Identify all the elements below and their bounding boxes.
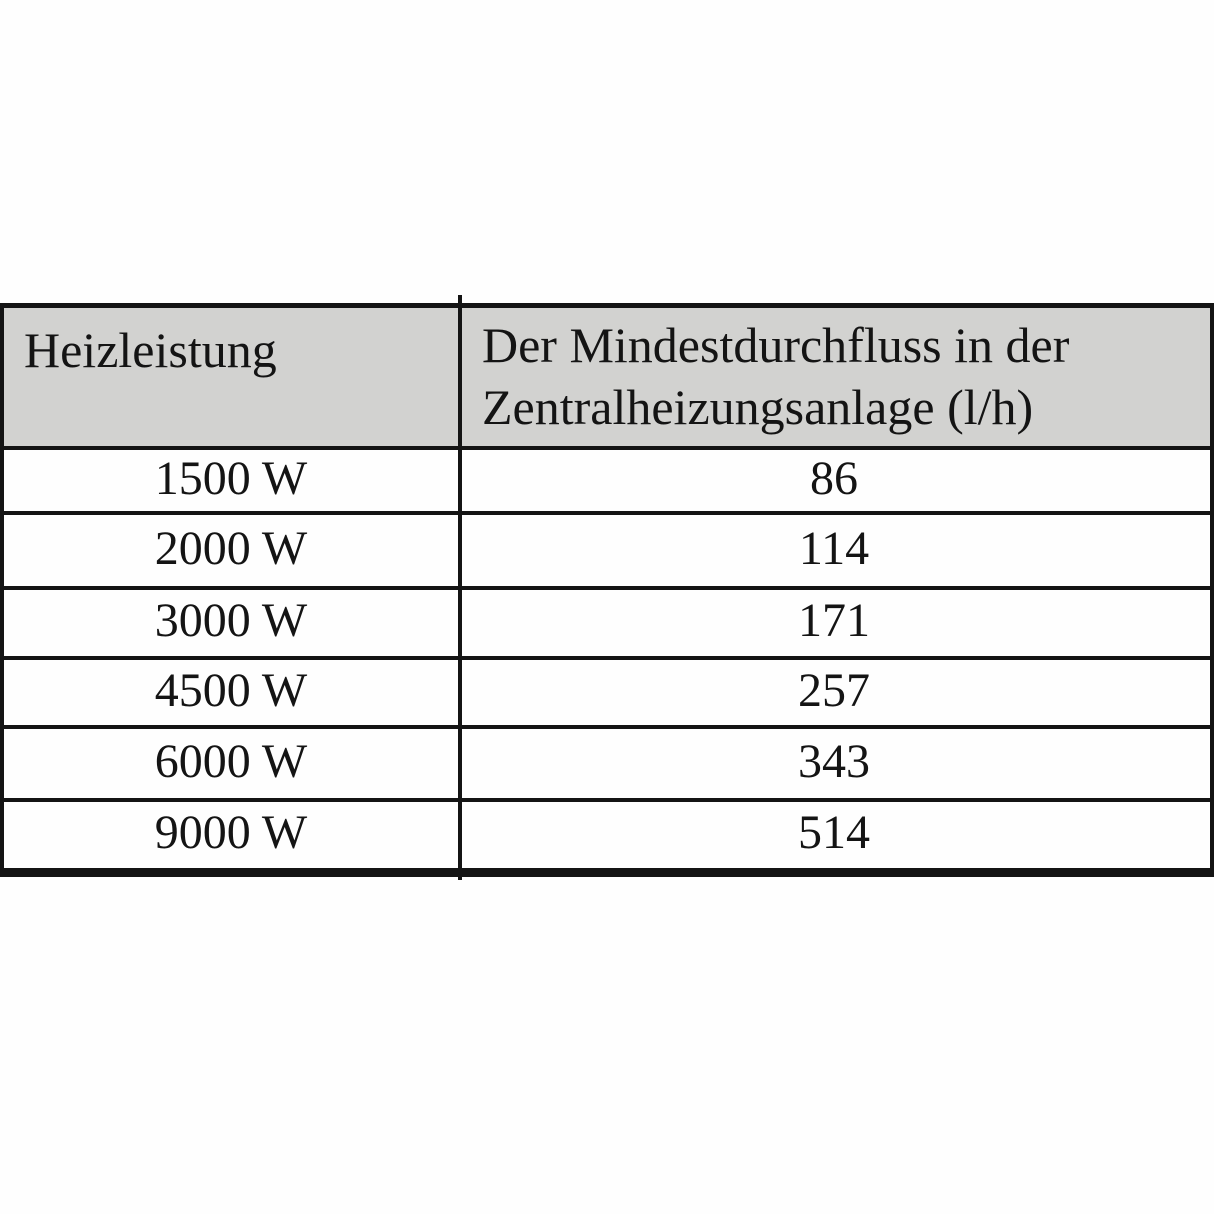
table-header-row: [4, 308, 1210, 450]
flow-cell: 257: [798, 663, 870, 717]
power-cell: 3000 W: [154, 594, 308, 647]
table-row: [4, 450, 1210, 515]
flow-cell: 514: [798, 806, 870, 859]
power-cell: 4500 W: [154, 663, 308, 717]
header-cell-heizleistung: [4, 308, 458, 446]
header-cell-mindestdurchfluss: [458, 308, 1210, 446]
flow-cell: 171: [798, 594, 870, 647]
power-cell: 1500 W: [154, 451, 308, 505]
table-row: [4, 802, 1210, 872]
mindestdurchfluss-label-line2: Zentralheizungsanlage (l/h): [482, 379, 1034, 435]
power-cell: 2000 W: [154, 521, 308, 575]
power-cell: 9000 W: [154, 806, 308, 859]
heizleistung-label: Heizleistung: [24, 322, 277, 378]
flow-cell: 86: [810, 451, 858, 505]
flow-cell: 343: [798, 734, 870, 788]
table-row: [4, 515, 1210, 590]
flow-cell: 114: [798, 521, 870, 575]
heater-flow-table: [0, 303, 1214, 877]
mindestdurchfluss-label-line1: Der Mindestdurchfluss in der: [482, 317, 1070, 373]
table-row: [4, 729, 1210, 802]
power-cell: 6000 W: [154, 734, 308, 788]
table-row: [4, 660, 1210, 729]
table-row: [4, 590, 1210, 660]
column-divider-line: [458, 295, 462, 880]
